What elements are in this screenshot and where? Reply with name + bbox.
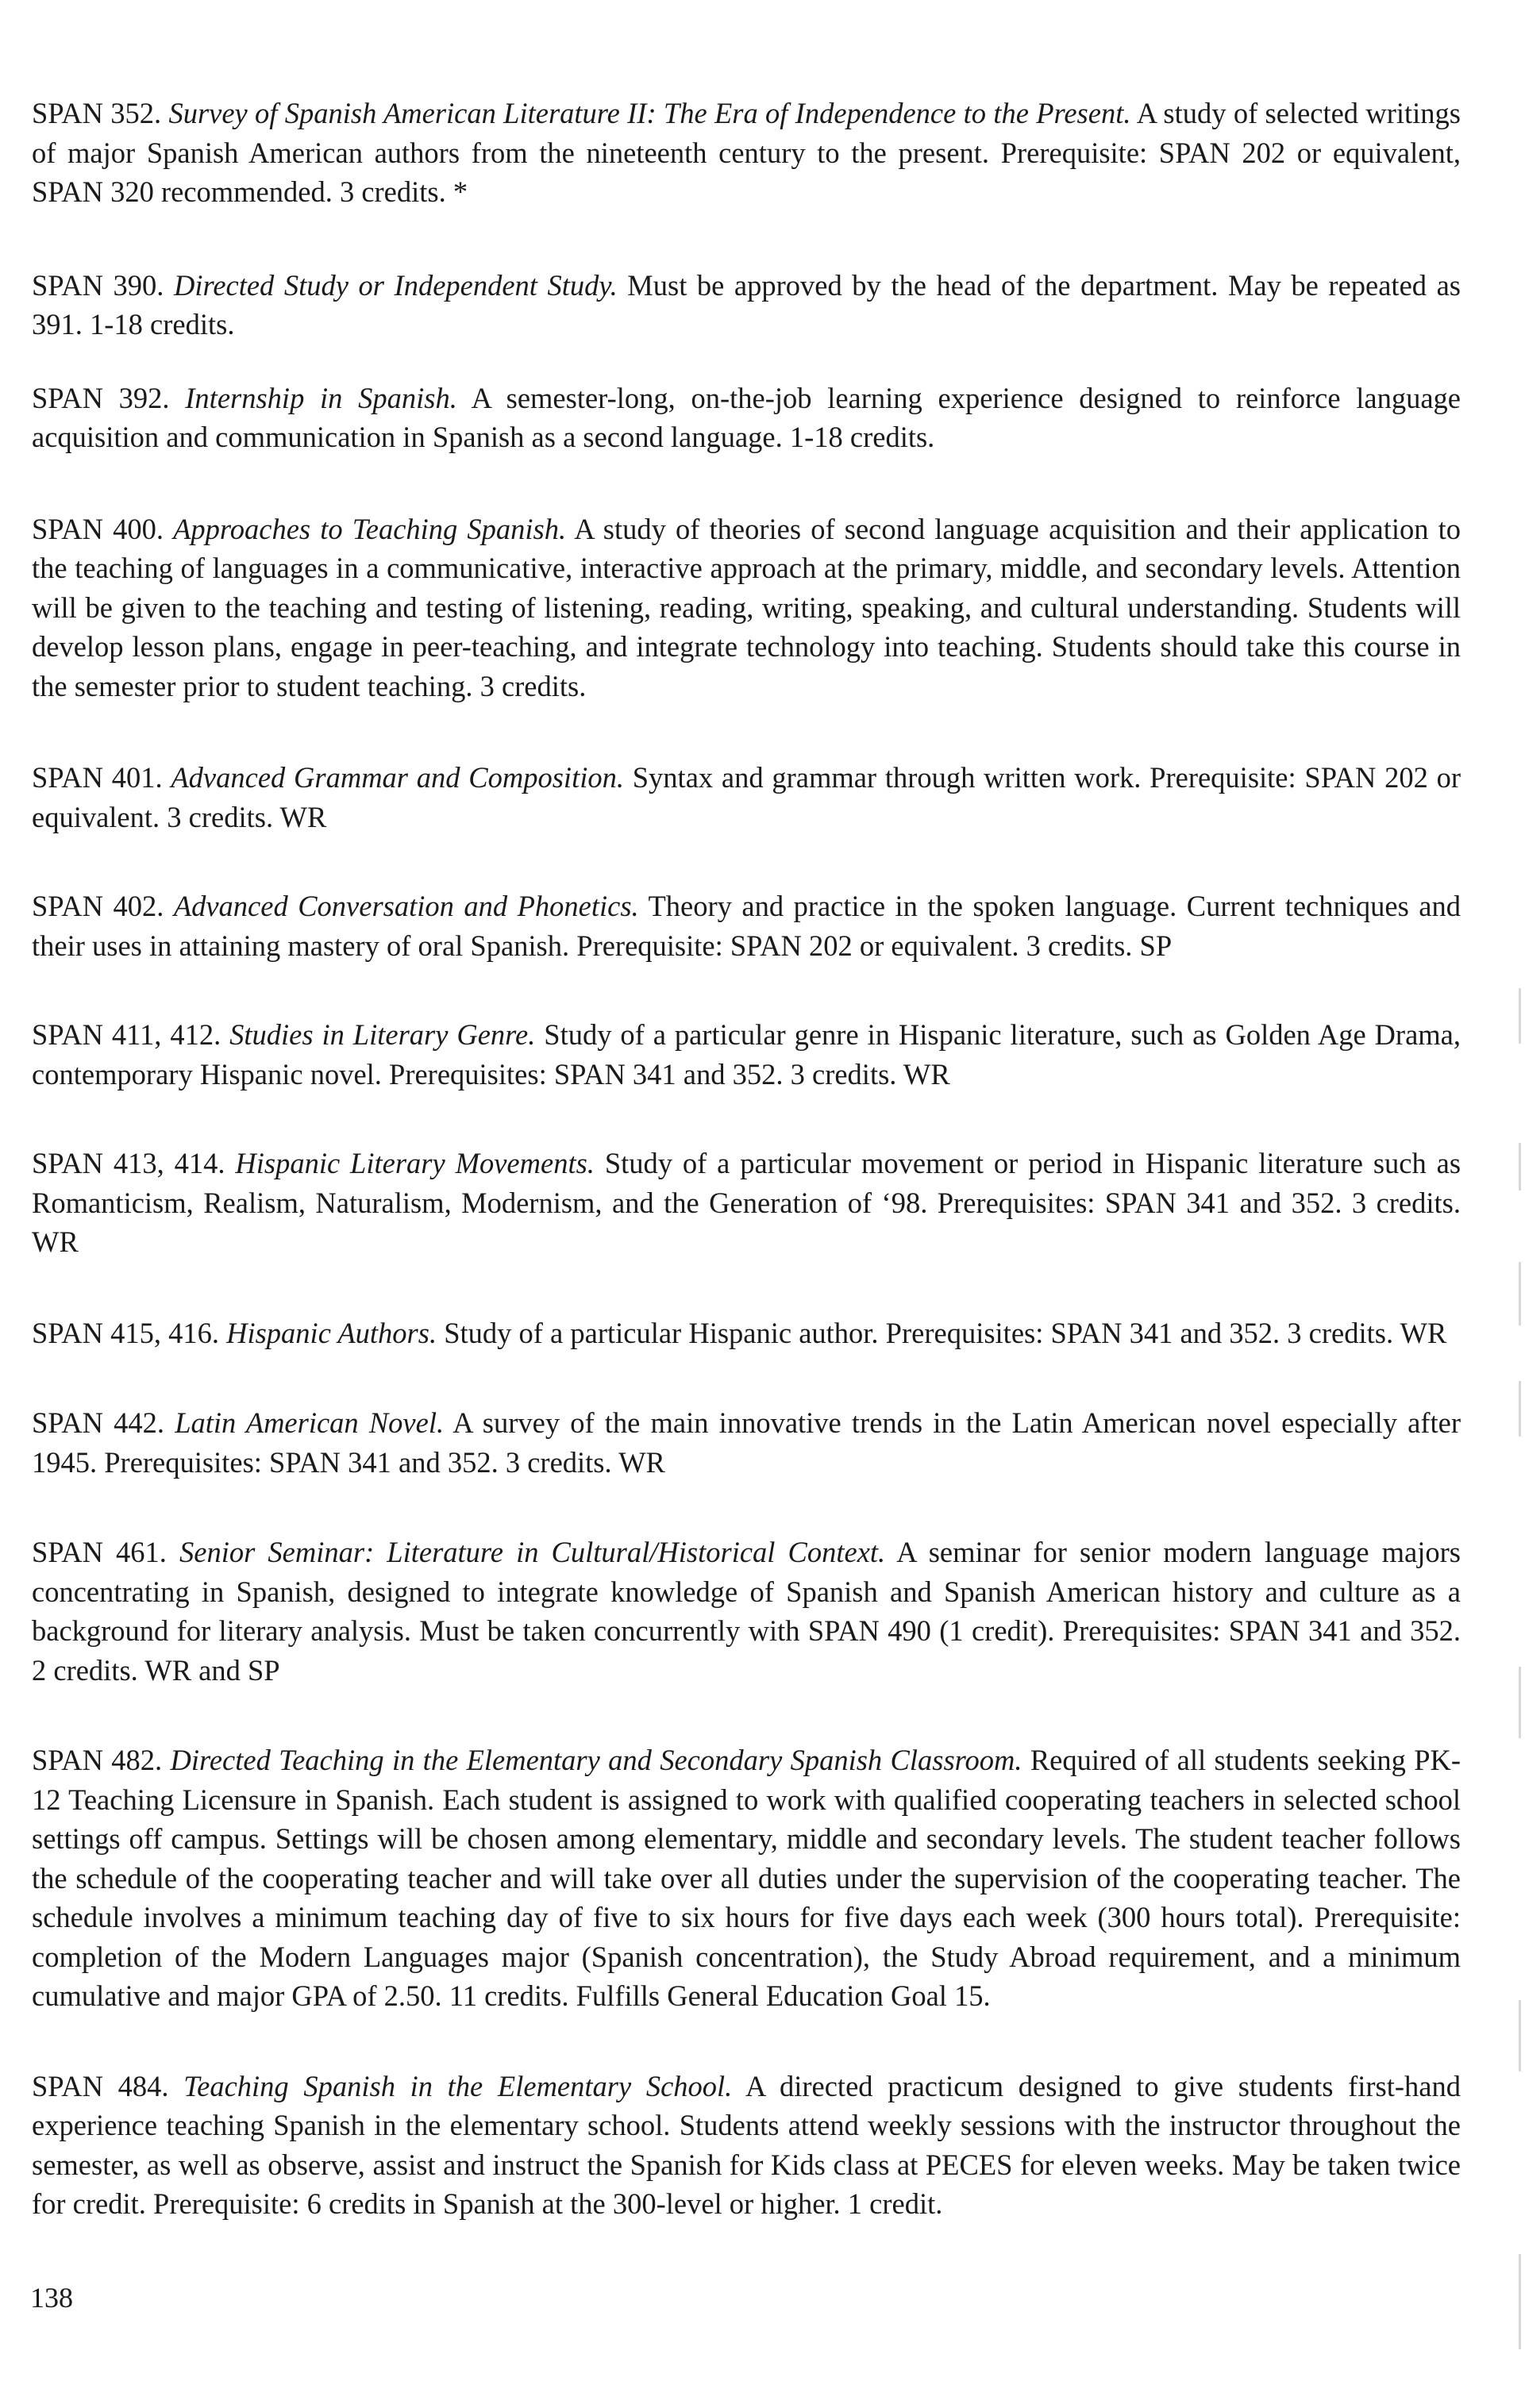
course-description: Must be approved by the head of the department. May be repeated as 391. 1-18 credits.: [32, 268, 1461, 340]
course-title: Latin American Novel.: [175, 1406, 445, 1439]
scan-edge-mark: [1519, 1667, 1521, 1738]
course-entry-span-415-416: [32, 1314, 1461, 1353]
course-entry-span-400: [32, 510, 1461, 706]
scan-edge-mark: [1519, 1143, 1521, 1191]
course-title: Advanced Conversation and Phonetics.: [173, 890, 639, 922]
course-code: SPAN 411, 412.: [32, 1018, 221, 1051]
scan-edge-mark: [1519, 2000, 1521, 2071]
course-code: SPAN 461.: [32, 1536, 167, 1568]
course-entry-span-461: [32, 1533, 1461, 1690]
course-code: SPAN 413, 414.: [32, 1147, 225, 1179]
course-description: A study of theories of second language acquisition and their application to the teaching of languages in a communicative, interactive approach at the primary, middle, and secondary levels. Attention will be given to the teaching and testing of listening, reading, writing, speaking, and cultural understanding. Students will develop lesson plans, engage in peer-teaching, and integrate technology into teaching. Students should take this course in the semester prior to student teaching. 3 credits.: [32, 512, 1461, 702]
course-description: A survey of the main innovative trends in the Latin American novel especially after 1945. Prerequisites: SPAN 341 and 352. 3 credits. WR: [32, 1406, 1461, 1479]
scan-edge-mark: [1519, 1262, 1521, 1325]
course-code: SPAN 401.: [32, 761, 163, 794]
course-entry-span-401: [32, 758, 1461, 837]
course-entry-span-411-412: [32, 1015, 1461, 1094]
course-entry-span-352: [32, 94, 1461, 212]
course-description: A directed practicum designed to give students first-hand experience teaching Spanish in the elementary school. Students attend weekly sessions with the instructor throughout the semester, as well as observe, assist and instruct the Spanish for Kids class at PECES for eleven weeks. May be taken twice for credit. Prerequisite: 6 credits in Spanish at the 300-level or higher. 1 credit.: [32, 2069, 1461, 2220]
scan-edge-mark: [1519, 988, 1521, 1044]
course-code: SPAN 352.: [32, 97, 162, 129]
course-code: SPAN 402.: [32, 890, 164, 922]
scan-edge-mark: [1519, 1381, 1521, 1437]
course-code: SPAN 390.: [32, 268, 164, 302]
course-description: Study of a particular genre in Hispanic literature, such as Golden Age Drama, contemporary Hispanic novel. Prerequisites: SPAN 341 and 352. 3 credits. WR: [32, 1018, 1461, 1091]
course-code: SPAN 392.: [32, 381, 170, 414]
course-code: SPAN 400.: [32, 512, 164, 545]
course-title: Studies in Literary Genre.: [229, 1018, 536, 1051]
course-title: Advanced Grammar and Composition.: [171, 761, 624, 794]
course-entry-span-484: [32, 2067, 1461, 2224]
course-title: Approaches to Teaching Spanish.: [173, 512, 567, 545]
course-entry-span-402: [32, 887, 1461, 965]
course-description: Study of a particular movement or period in Hispanic literature such as Romanticism, Realism, Naturalism, Modernism, and the Generation of ‘98. Prerequisites: SPAN 341 and 352. 3 credits. WR: [32, 1147, 1461, 1258]
course-entry-span-413-414: [32, 1144, 1461, 1262]
course-code: SPAN 482.: [32, 1744, 163, 1776]
course-title: Hispanic Literary Movements.: [235, 1147, 595, 1179]
course-title: Survey of Spanish American Literature II: The Era of Independence to the Present.: [168, 97, 1131, 129]
course-title: Directed Study or Independent Study.: [173, 268, 618, 302]
course-title: Directed Teaching in the Elementary and Secondary Spanish Classroom.: [170, 1744, 1022, 1776]
course-title: Teaching Spanish in the Elementary School.: [183, 2069, 733, 2102]
course-title: Internship in Spanish.: [185, 381, 457, 414]
course-description: A semester-long, on-the-job learning experience designed to reinforce language acquisition and communication in Spanish as a second language. 1-18 credits.: [32, 381, 1461, 453]
course-description: Study of a particular Hispanic author. Prerequisites: SPAN 341 and 352. 3 credits. WR: [444, 1316, 1447, 1349]
course-description: A seminar for senior modern language majors concentrating in Spanish, designed to integrate knowledge of Spanish and Spanish American history and culture as a background for literary analysis. Must be taken concurrently with SPAN 490 (1 credit). Prerequisites: SPAN 341 and 352. 2 credits. WR and SP: [32, 1536, 1461, 1687]
course-entry-span-390: [32, 266, 1461, 344]
page-number: 138: [30, 2282, 73, 2314]
course-entry-span-392: [32, 379, 1461, 457]
course-description: Required of all students seeking PK-12 Teaching Licensure in Spanish. Each student is assigned to work with qualified cooperating teachers in selected school settings off campus. Settings will be chosen among elementary, middle and secondary levels. The student teacher follows the schedule of the cooperating teacher and will take over all duties under the supervision of the cooperating teacher. The schedule involves a minimum teaching day of five to six hours for five days each week (300 hours total). Prerequisite: completion of the Modern Languages major (Spanish concentration), the Study Abroad requirement, and a minimum cumulative and major GPA of 2.50. 11 credits. Fulfills General Education Goal 15.: [32, 1744, 1461, 2012]
course-description: Theory and practice in the spoken language. Current techniques and their uses in attaining mastery of oral Spanish. Prerequisite: SPAN 202 or equivalent. 3 credits. SP: [32, 890, 1461, 962]
course-description: A study of selected writings of major Spanish American authors from the nineteenth century to the present. Prerequisite: SPAN 202 or equivalent, SPAN 320 recommended. 3 credits. *: [32, 97, 1461, 208]
course-list: [32, 94, 1461, 2224]
course-code: SPAN 484.: [32, 2069, 169, 2102]
course-code: SPAN 442.: [32, 1406, 165, 1439]
course-title: Senior Seminar: Literature in Cultural/Historical Context.: [179, 1536, 886, 1568]
scan-edge-mark: [1519, 2254, 1521, 2349]
course-code: SPAN 415, 416.: [32, 1316, 219, 1349]
course-description: Syntax and grammar through written work. Prerequisite: SPAN 202 or equivalent. 3 credits. WR: [32, 761, 1461, 833]
course-entry-span-442: [32, 1403, 1461, 1482]
course-entry-span-482: [32, 1741, 1461, 2016]
course-title: Hispanic Authors.: [226, 1316, 437, 1349]
